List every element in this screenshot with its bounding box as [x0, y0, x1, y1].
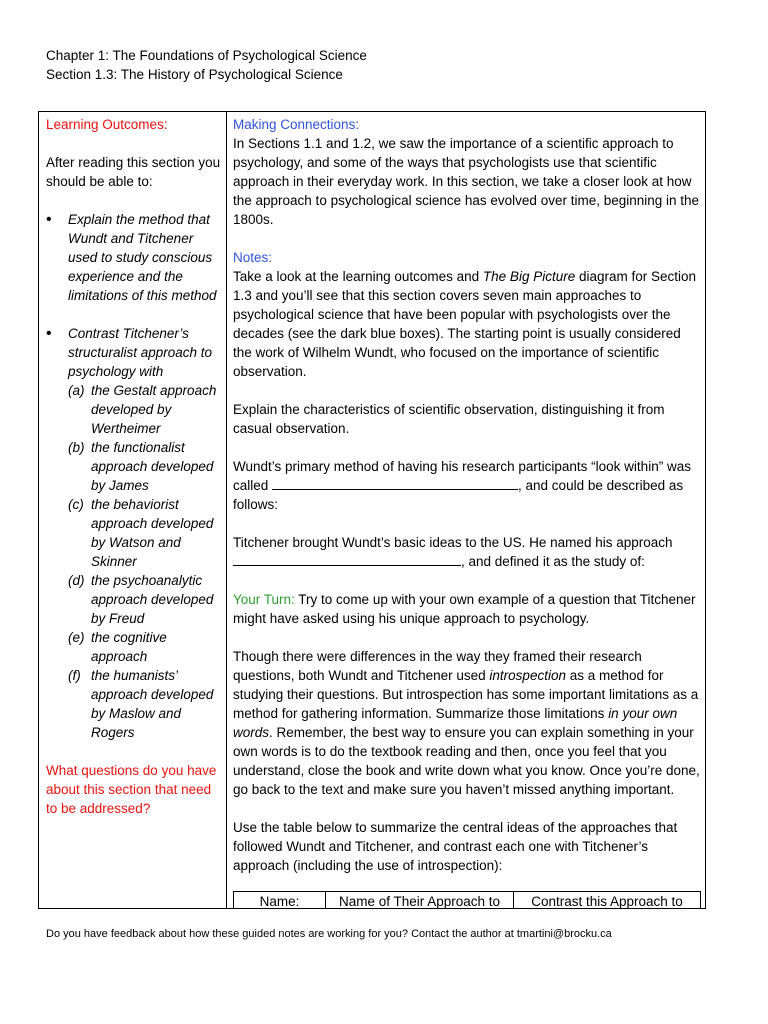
notes-frame	[38, 111, 706, 909]
left-column	[46, 115, 222, 818]
outcome-bullet: • Contrast Titchener’s structuralist approach to psychology with	[46, 325, 213, 379]
outcome-bullet: • Explain the method that Wundt and Titchener used to study conscious experience and the limitations of this method	[46, 211, 217, 303]
approaches-table	[233, 891, 701, 909]
your-turn-prompt: Your Turn: Try to come up with your own example of a question that Titchener might have asked using his unique approach to psychology.	[233, 592, 696, 626]
table-header-row	[234, 892, 701, 910]
fill-in-blank[interactable]	[233, 552, 461, 566]
making-connections-heading: Making Connections:	[233, 117, 360, 132]
sub-item: (f) the humanists’ approach developed by Maslow and Rogers	[68, 668, 214, 740]
sub-item: (b) the functionalist approach developed by James	[68, 440, 214, 493]
chapter-title: Chapter 1: The Foundations of Psychological Science	[46, 48, 367, 63]
column-divider	[226, 112, 227, 908]
fill-in-blank[interactable]	[272, 476, 518, 490]
sub-item: (e) the cognitive approach	[68, 630, 167, 664]
sub-item: (c) the behaviorist approach developed by Watson and Skinner	[68, 497, 214, 569]
table-header-contrast: Contrast this Approach to	[514, 892, 701, 910]
bullet-icon: •	[46, 325, 52, 342]
sub-item: (a) the Gestalt approach developed by Wertheimer	[68, 383, 217, 436]
feedback-footer: Do you have feedback about how these guided notes are working for you? Contact the author at tmartini@brocku.ca	[46, 928, 612, 940]
sub-item: (d) the psychoanalytic approach developed by Freud	[68, 573, 214, 626]
table-header-name: Name:	[234, 892, 326, 910]
connections-text: In Sections 1.1 and 1.2, we saw the importance of a scientific approach to psychology, and some of the ways that psychologists use that scientific approach in their everyday work. In this section, we take a closer look at how the approach to psychological science has evolved over time, beginning in the 1800s.	[233, 136, 700, 227]
outcomes-intro: After reading this section you should be able to:	[46, 155, 221, 189]
table-header-approach: Name of Their Approach to	[326, 892, 514, 910]
wundt-method-prompt: Wundt’s primary method of having his research participants “look within” was called , and could be described as follows:	[233, 459, 691, 512]
right-column	[233, 115, 701, 909]
section-title: Section 1.3: The History of Psychological Science	[46, 67, 343, 82]
bullet-icon: •	[46, 211, 52, 228]
observation-prompt: Explain the characteristics of scientific observation, distinguishing it from casual observation.	[233, 402, 665, 436]
titchener-approach-prompt: Titchener brought Wundt’s basic ideas to the US. He named his approach , and defined it as the study of:	[233, 535, 673, 569]
questions-prompt: What questions do you have about this section that need to be addressed?	[46, 763, 217, 816]
learning-outcomes-heading: Learning Outcomes:	[46, 117, 168, 132]
notes-heading: Notes:	[233, 250, 273, 265]
table-prompt: Use the table below to summarize the central ideas of the approaches that followed Wundt and Titchener, and contrast each one with Titchener’s approach (including the use of introspection):	[233, 820, 678, 873]
your-turn-label: Your Turn:	[233, 592, 295, 607]
introspection-paragraph: Though there were differences in the way they framed their research questions, both Wundt and Titchener used introspection as a method for studying their questions. But introspection has some important limitations as a method for gathering information. Summarize those limitations in your own words. Remember, the best way to ensure you can explain something in your own words is to do the textbook reading and then, once you feel that you understand, close the book and write down what you know. Once you’re done, go back to the text and make sure you haven’t missed anything important.	[233, 649, 700, 797]
notes-paragraph: Take a look at the learning outcomes and The Big Picture diagram for Section 1.3 and you’ll see that this section covers seven main approaches to psychological science that have been popular with psychologists over the decades (see the dark blue boxes). The starting point is usually considered the work of Wilhelm Wundt, who focused on the importance of scientific observation.	[233, 269, 697, 379]
